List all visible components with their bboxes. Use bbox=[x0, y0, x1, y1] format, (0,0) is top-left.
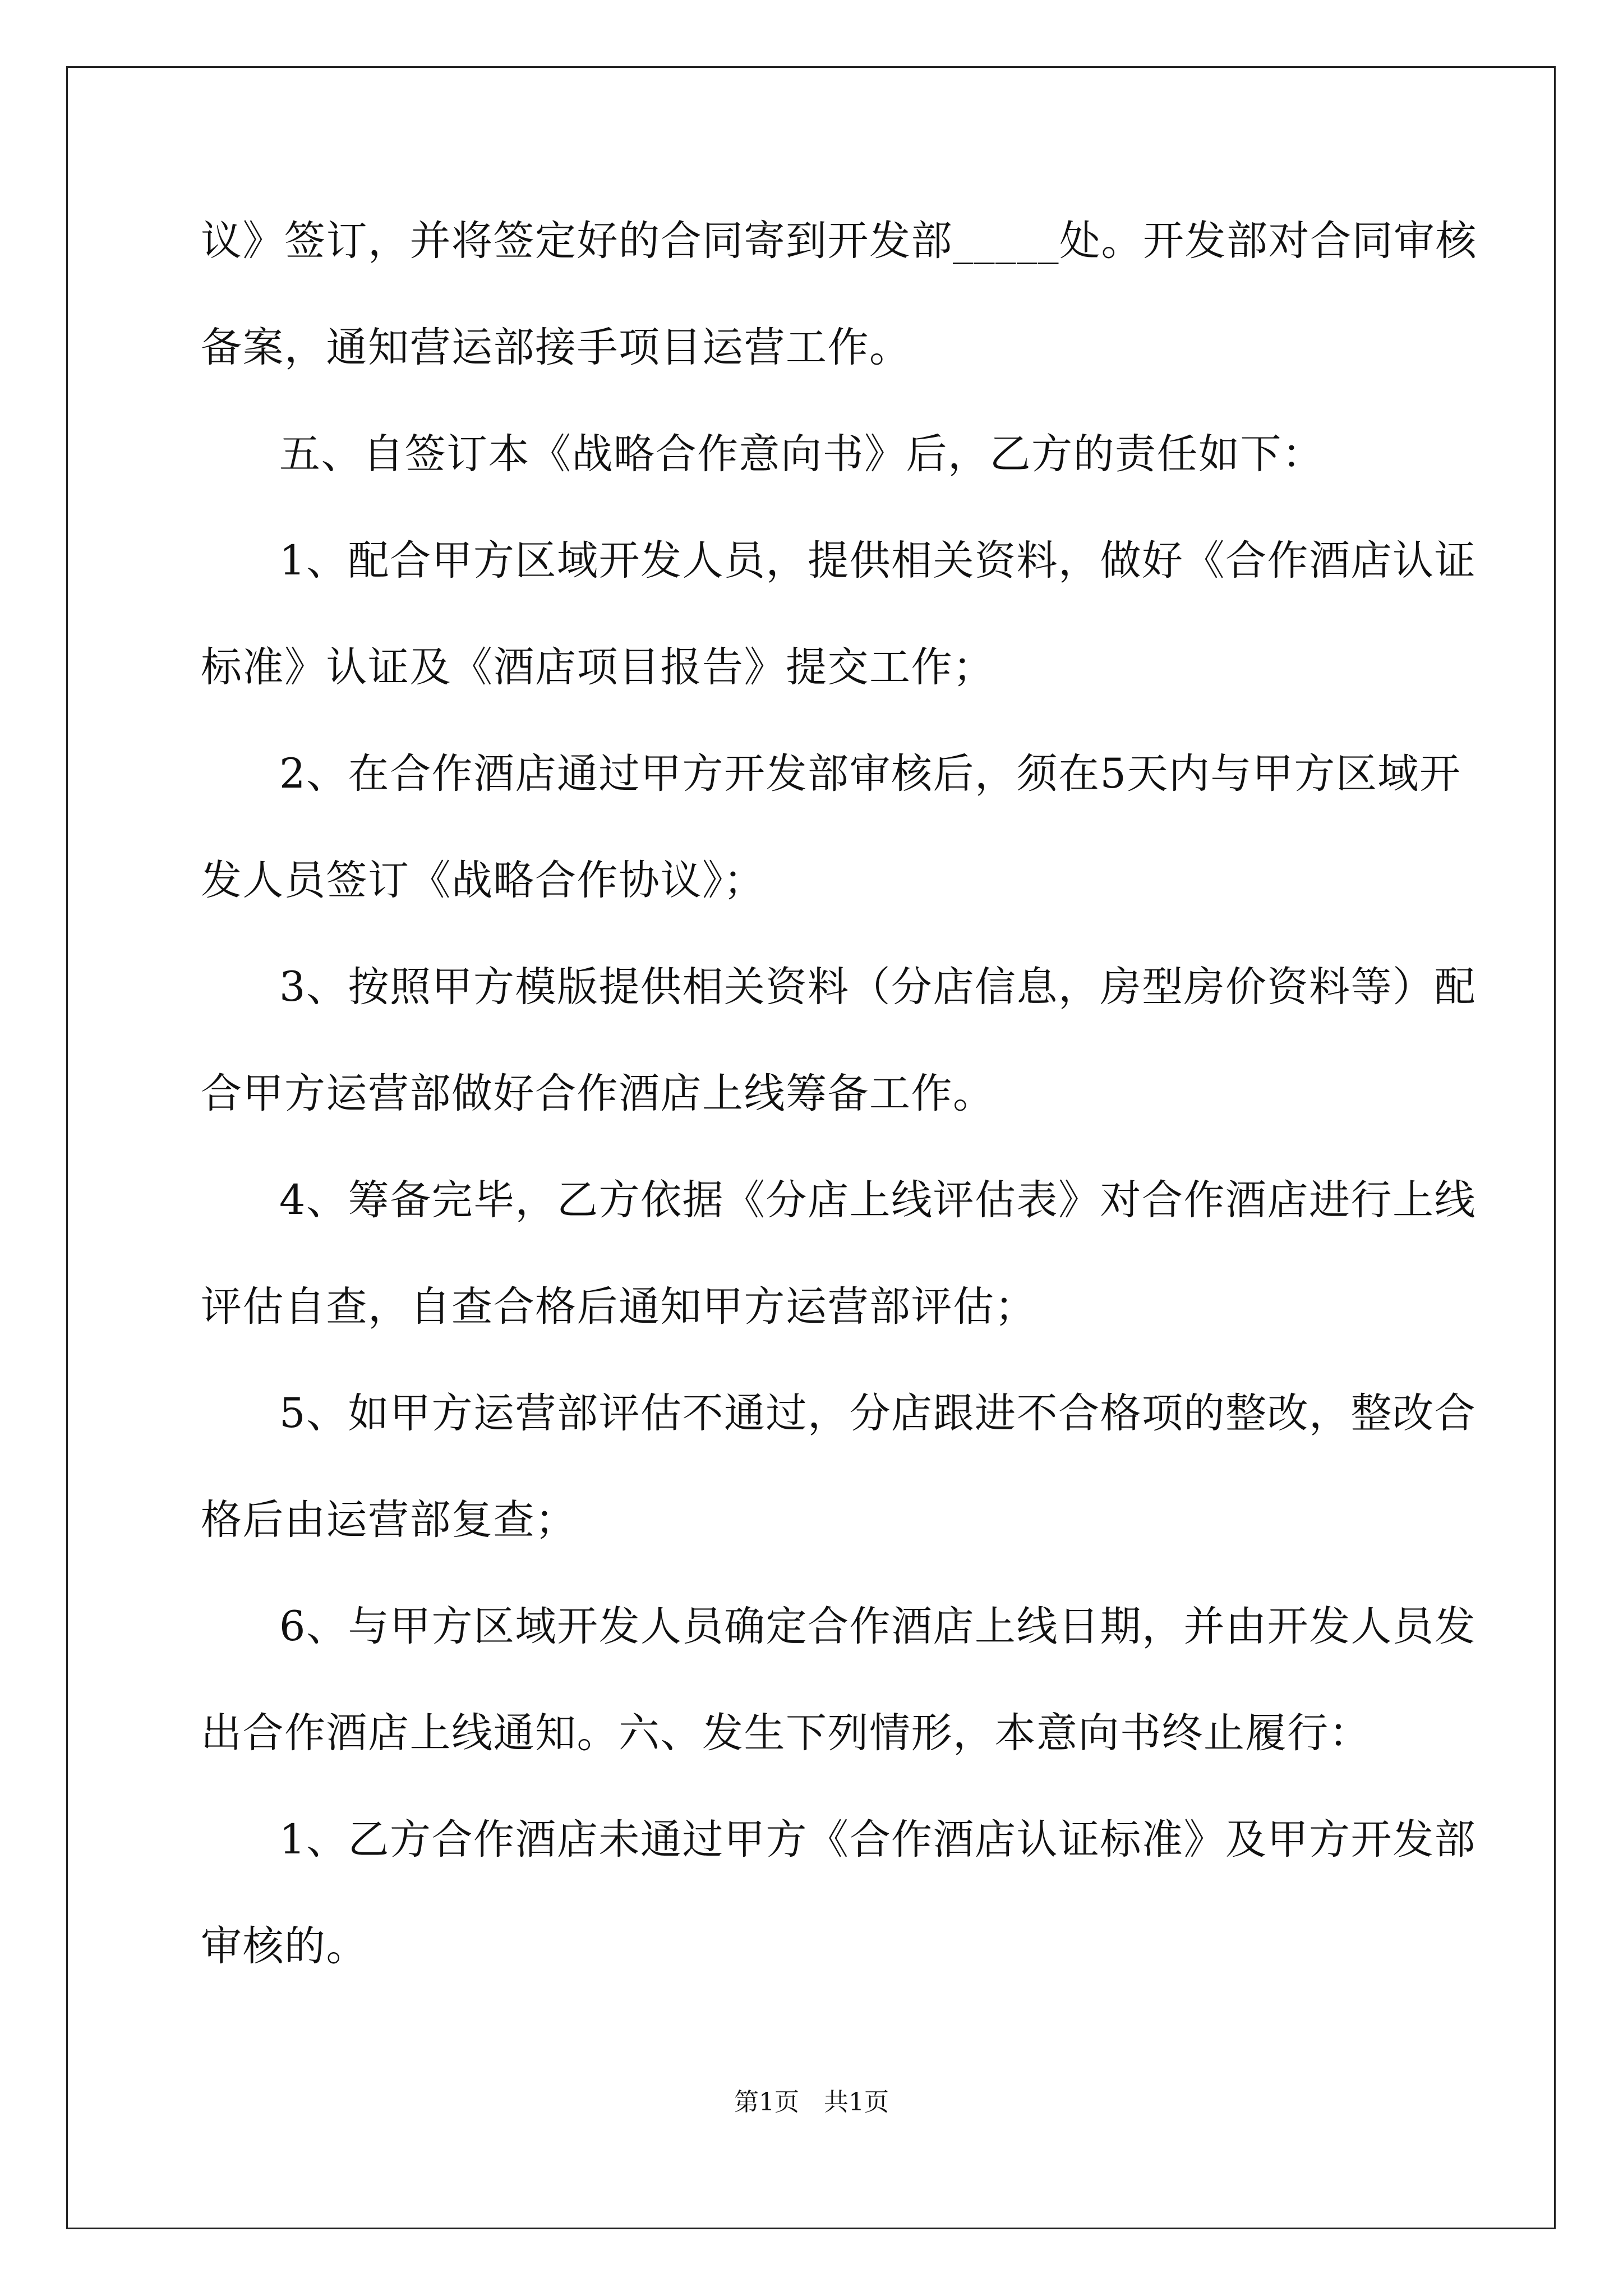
text-line: 合甲方运营部做好合作酒店上线筹备工作。 bbox=[201, 1070, 995, 1117]
list-item: 4、筹备完毕，乙方依据《分店上线评估表》对合作酒店进行上线 bbox=[279, 1176, 1476, 1224]
text-line: 标准》认证及《酒店项目报告》提交工作； bbox=[201, 643, 995, 691]
text-line: 备案，通知营运部接手项目运营工作。 bbox=[201, 324, 911, 371]
list-item: 6、与甲方区域开发人员确定合作酒店上线日期，并由开发人员发 bbox=[279, 1603, 1476, 1650]
text-line: 议》签订，并将签定好的合同寄到开发部_____处。开发部对合同审核 bbox=[201, 217, 1477, 265]
text-line: 审核的。 bbox=[201, 1922, 368, 1970]
list-item: 2、在合作酒店通过甲方开发部审核后，须在5天内与甲方区域开 bbox=[279, 750, 1461, 798]
list-item: 3、按照甲方模版提供相关资料（分店信息，房型房价资料等）配 bbox=[279, 963, 1476, 1011]
text-line: 出合作酒店上线通知。六、发生下列情形，本意向书终止履行： bbox=[201, 1709, 1371, 1757]
page-border bbox=[66, 66, 1556, 2229]
list-item: 5、如甲方运营部评估不通过，分店跟进不合格项的整改，整改合 bbox=[279, 1389, 1476, 1437]
list-item: 1、乙方合作酒店未通过甲方《合作酒店认证标准》及甲方开发部 bbox=[279, 1816, 1476, 1864]
section-heading: 五、自签订本《战略合作意向书》后，乙方的责任如下： bbox=[279, 430, 1324, 478]
text-line: 发人员签订《战略合作协议》； bbox=[201, 857, 766, 904]
list-item: 1、配合甲方区域开发人员，提供相关资料，做好《合作酒店认证 bbox=[279, 537, 1476, 585]
text-line: 评估自查，自查合格后通知甲方运营部评估； bbox=[201, 1283, 1036, 1331]
text-line: 格后由运营部复查； bbox=[201, 1496, 577, 1544]
page-number-footer: 第1页 共1页 bbox=[734, 2088, 889, 2116]
